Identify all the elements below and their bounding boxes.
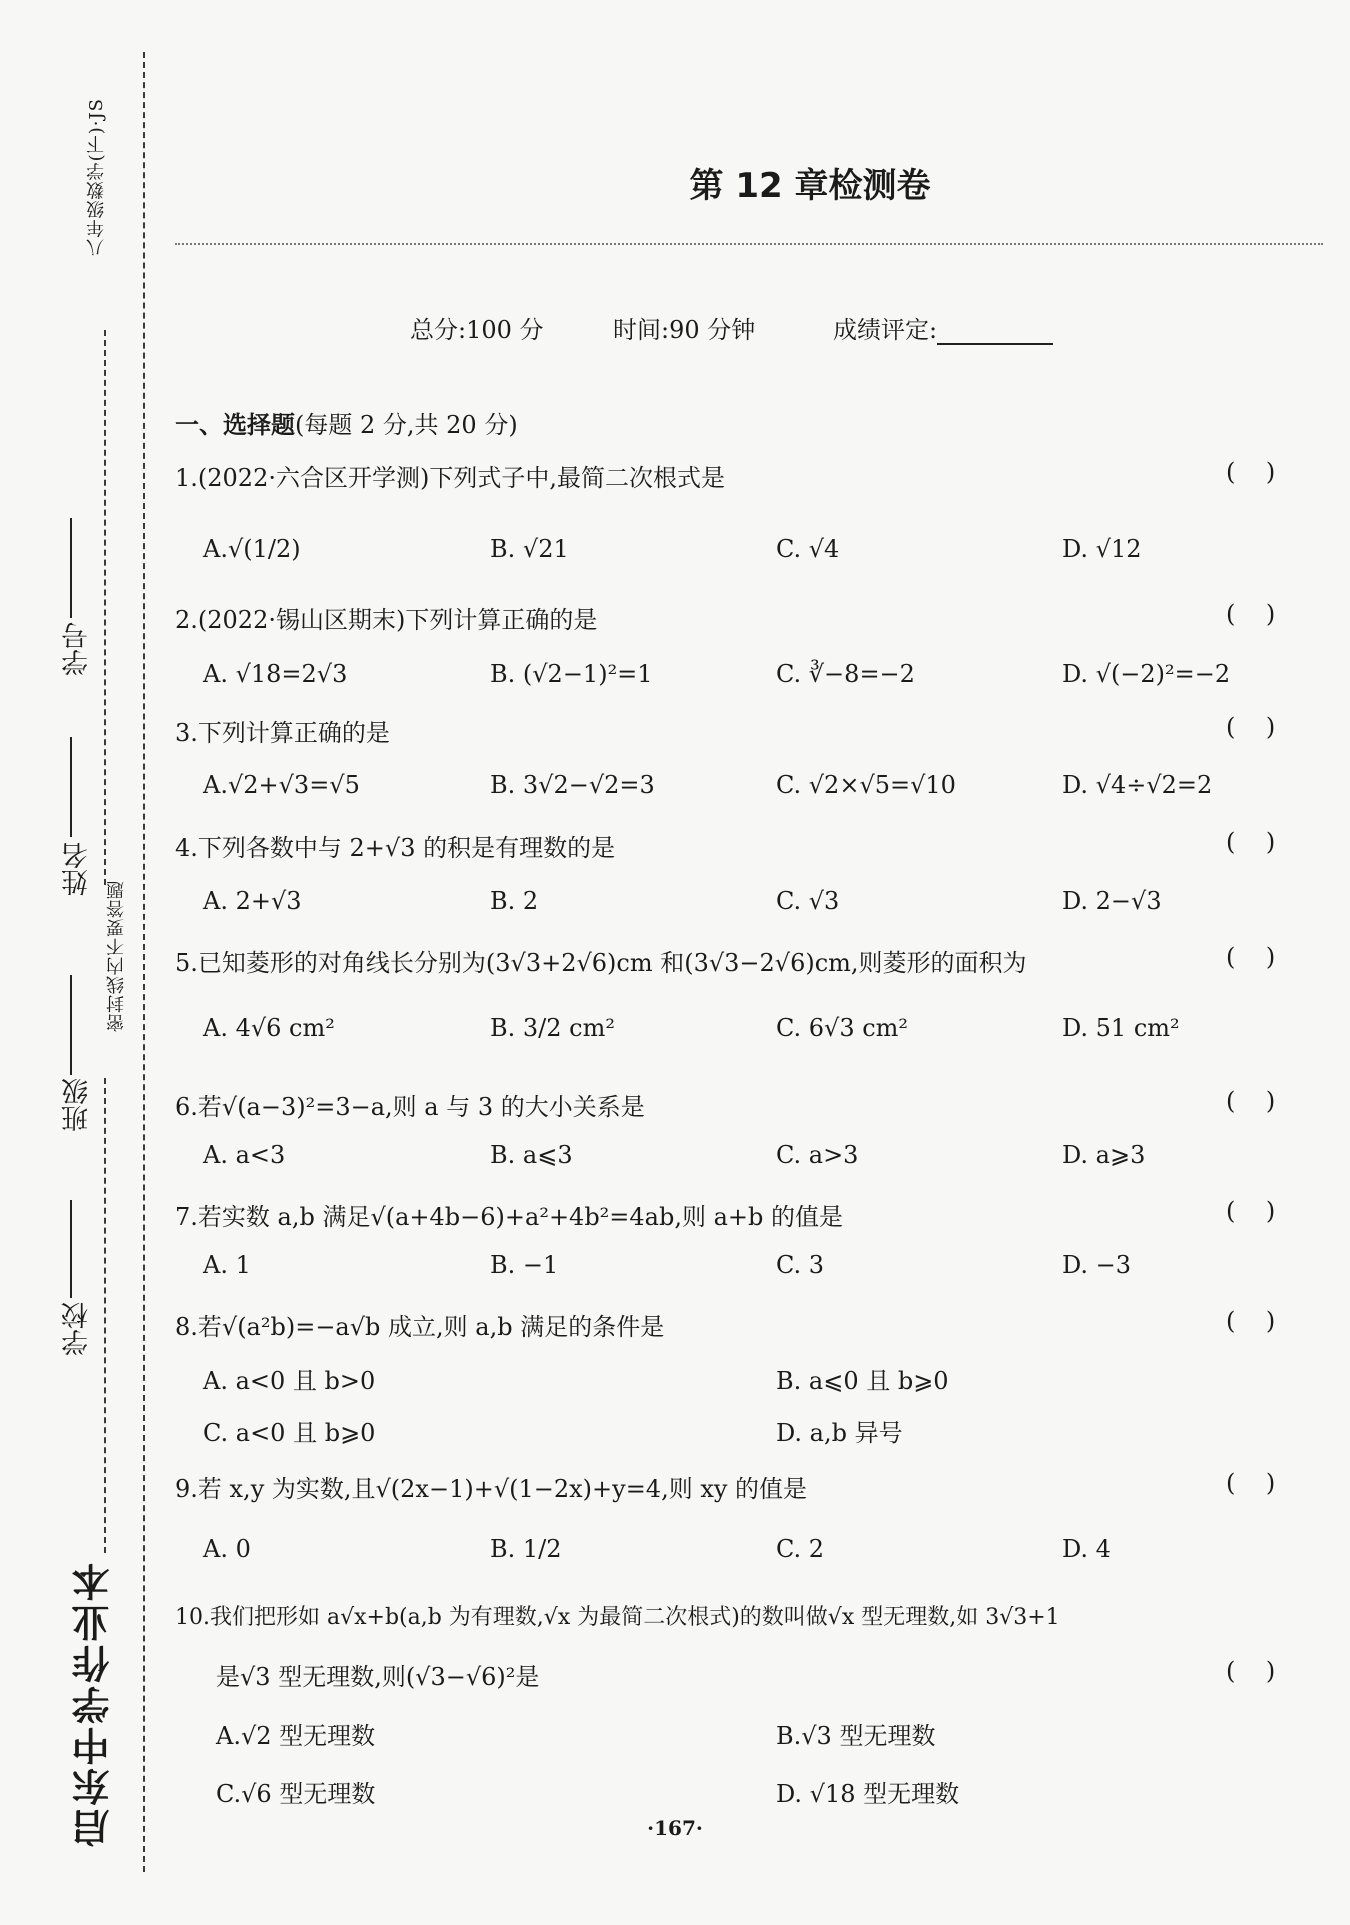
q3-option-d: D. √4÷√2=2 — [1062, 771, 1213, 799]
answer-paren-1[interactable]: ( ) — [1226, 458, 1276, 486]
q7-option-b: B. −1 — [490, 1251, 559, 1279]
q6-option-c: C. a>3 — [776, 1141, 859, 1169]
title-divider — [175, 243, 1323, 245]
question-4-stem: 4.下列各数中与 2+√3 的积是有理数的是 — [175, 834, 616, 862]
question-9-stem: 9.若 x,y 为实数,且√(2x−1)+√(1−2x)+y=4,则 xy 的值是 — [175, 1475, 808, 1503]
q9-option-b: B. 1/2 — [490, 1535, 562, 1563]
seal-dashed-line-upper — [104, 330, 106, 885]
q10-option-b: B.√3 型无理数 — [776, 1722, 936, 1750]
answer-paren-8[interactable]: ( ) — [1226, 1307, 1276, 1335]
q7-option-d: D. −3 — [1062, 1251, 1132, 1279]
question-5-stem: 5.已知菱形的对角线长分别为(3√3+2√6)cm 和(3√3−2√6)cm,则菱形的面积为 — [175, 949, 1027, 977]
school-label: 学校 — [62, 1302, 93, 1356]
q9-option-d: D. 4 — [1062, 1535, 1111, 1563]
question-1-stem: 1.(2022·六合区开学测)下列式子中,最简二次根式是 — [175, 464, 725, 492]
answer-paren-5[interactable]: ( ) — [1226, 943, 1276, 971]
q10-option-d: D. √18 型无理数 — [776, 1780, 960, 1808]
q9-option-c: C. 2 — [776, 1535, 825, 1563]
q1-option-d: D. √12 — [1062, 535, 1142, 563]
q3-option-c: C. √2×√5=√10 — [776, 771, 956, 799]
question-6-stem: 6.若√(a−3)²=3−a,则 a 与 3 的大小关系是 — [175, 1093, 645, 1121]
name-label: 姓名 — [62, 842, 93, 896]
total-score: 总分:100 分 — [410, 316, 544, 344]
grade-label: 成绩评定: — [833, 316, 938, 344]
section-note: (每题 2 分,共 20 分) — [295, 411, 518, 439]
question-3-stem: 3.下列计算正确的是 — [175, 719, 390, 747]
q4-option-a: A. 2+√3 — [203, 887, 302, 915]
q9-option-a: A. 0 — [203, 1535, 251, 1563]
answer-paren-4[interactable]: ( ) — [1226, 828, 1276, 856]
binding-dashed-line — [143, 52, 145, 1872]
q2-option-b: B. (√2−1)²=1 — [490, 660, 653, 688]
grade-field — [833, 310, 1053, 345]
q8-option-b: B. a⩽0 且 b⩾0 — [776, 1367, 949, 1395]
student-id-blank[interactable] — [70, 518, 72, 618]
q5-option-b: B. 3/2 cm² — [490, 1014, 615, 1042]
q10-option-c: C.√6 型无理数 — [216, 1780, 376, 1808]
q6-option-a: A. a<3 — [203, 1141, 286, 1169]
school-name: 启东中学作业本 — [72, 1560, 116, 1847]
q7-option-c: C. 3 — [776, 1251, 825, 1279]
q5-option-d: D. 51 cm² — [1062, 1014, 1180, 1042]
answer-paren-6[interactable]: ( ) — [1226, 1087, 1276, 1115]
class-label: 班级 — [62, 1078, 93, 1132]
section-title: 一、选择题 — [175, 411, 295, 439]
answer-paren-2[interactable]: ( ) — [1226, 600, 1276, 628]
q4-option-d: D. 2−√3 — [1062, 887, 1162, 915]
answer-paren-10[interactable]: ( ) — [1226, 1657, 1276, 1685]
answer-paren-9[interactable]: ( ) — [1226, 1469, 1276, 1497]
q10-option-a: A.√2 型无理数 — [216, 1722, 376, 1750]
grade-blank[interactable] — [937, 321, 1053, 345]
name-blank[interactable] — [70, 737, 72, 837]
answer-paren-3[interactable]: ( ) — [1226, 713, 1276, 741]
page-title: 第 12 章检测卷 — [689, 166, 931, 206]
q1-option-b: B. √21 — [490, 535, 569, 563]
question-10-stem: 10.我们把形如 a√x+b(a,b 为有理数,√x 为最简二次根式)的数叫做√x 型无理数,如 3√3+1 — [175, 1605, 1060, 1630]
q5-option-c: C. 6√3 cm² — [776, 1014, 909, 1042]
q6-option-b: B. a⩽3 — [490, 1141, 573, 1169]
q8-option-a: A. a<0 且 b>0 — [203, 1367, 376, 1395]
question-8-stem: 8.若√(a²b)=−a√b 成立,则 a,b 满足的条件是 — [175, 1313, 665, 1341]
q1-option-a: A.√(1/2) — [203, 535, 301, 563]
student-id-label: 学号 — [62, 622, 93, 676]
q5-option-a: A. 4√6 cm² — [203, 1014, 335, 1042]
class-blank[interactable] — [70, 975, 72, 1075]
question-10-stem-line-2: 是√3 型无理数,则(√3−√6)²是 — [216, 1663, 540, 1691]
page-number: ·167· — [647, 1816, 703, 1840]
q2-option-a: A. √18=2√3 — [203, 660, 348, 688]
q1-option-c: C. √4 — [776, 535, 840, 563]
q2-option-c: C. ∛−8=−2 — [776, 660, 915, 688]
question-2-stem: 2.(2022·锡山区期末)下列计算正确的是 — [175, 606, 598, 634]
school-blank[interactable] — [70, 1200, 72, 1298]
q8-option-d: D. a,b 异号 — [776, 1419, 903, 1447]
q6-option-d: D. a⩾3 — [1062, 1141, 1146, 1169]
answer-paren-7[interactable]: ( ) — [1226, 1197, 1276, 1225]
seal-note: 密封线内不要答题 — [106, 880, 127, 1032]
q4-option-b: B. 2 — [490, 887, 539, 915]
q4-option-c: C. √3 — [776, 887, 840, 915]
q2-option-d: D. √(−2)²=−2 — [1062, 660, 1231, 688]
q3-option-a: A.√2+√3=√5 — [203, 771, 360, 799]
subject-label: 八年级数学(下)·JS — [86, 98, 107, 257]
seal-dashed-line-lower — [104, 1078, 106, 1553]
section-heading — [175, 405, 518, 440]
time-limit: 时间:90 分钟 — [613, 316, 756, 344]
q3-option-b: B. 3√2−√2=3 — [490, 771, 655, 799]
question-7-stem: 7.若实数 a,b 满足√(a+4b−6)+a²+4b²=4ab,则 a+b 的值是 — [175, 1203, 844, 1231]
q8-option-c: C. a<0 且 b⩾0 — [203, 1419, 376, 1447]
q7-option-a: A. 1 — [203, 1251, 251, 1279]
